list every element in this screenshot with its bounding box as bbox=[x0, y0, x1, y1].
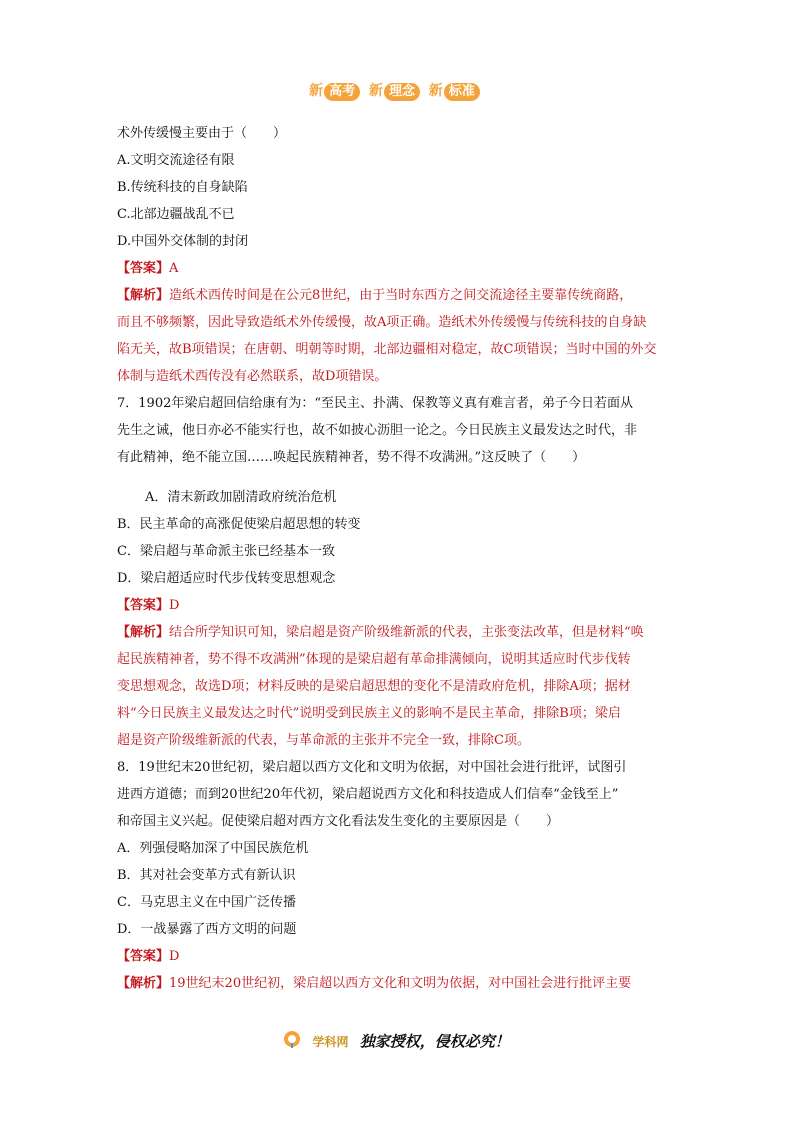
line-text: D bbox=[169, 598, 180, 613]
answer-label: 【答案】 bbox=[117, 261, 170, 276]
line-text: 进西方道德；而到20世纪20年代初，梁启超说西方文化和科技造成人们信奉“金钱至上” bbox=[117, 787, 619, 802]
text-line bbox=[117, 943, 677, 970]
line-text: D．梁启超适应时代步伐转变思想观念 bbox=[117, 571, 336, 586]
footer-slogan: 独家授权，侵权必究！ bbox=[359, 1032, 510, 1051]
line-text: 有此精神，绝不能立国……唤起民族精神者，势不得不攻满洲。”这反映了（ ） bbox=[117, 450, 586, 465]
line-text: A.文明交流途径有限 bbox=[117, 153, 235, 168]
text-line bbox=[117, 390, 677, 417]
header-word-3: 新 bbox=[428, 83, 443, 99]
text-line bbox=[117, 511, 677, 538]
line-text: 起民族精神者，势不得不攻满洲”体现的是梁启超有革命排满倾向，说明其适应时代步伐转 bbox=[117, 652, 631, 667]
line-text: A．列强侵略加深了中国民族危机 bbox=[117, 841, 309, 856]
answer-label: 【解析】 bbox=[117, 976, 170, 991]
header-word-2: 新 bbox=[368, 83, 383, 99]
line-text: 19世纪末20世纪初，梁启超以西方文化和文明为依据，对中国社会进行批评主要 bbox=[169, 976, 632, 991]
answer-label: 【解析】 bbox=[117, 288, 170, 303]
text-line bbox=[117, 255, 677, 282]
line-text: 7．1902年梁启超回信给康有为：“至民主、扑满、保教等义真有难言者，弟子今日若面从 bbox=[117, 396, 634, 411]
text-line bbox=[117, 363, 677, 390]
line-text: 术外传缓慢主要由于（ ） bbox=[117, 126, 287, 141]
line-text: A．清末新政加剧清政府统治危机 bbox=[145, 490, 337, 505]
line-text: 造纸术西传时间是在公元8世纪，由于当时东西方之间交流途径主要靠传统商路， bbox=[169, 288, 633, 303]
text-line bbox=[117, 565, 677, 592]
page-header-banner bbox=[0, 80, 793, 101]
text-line bbox=[117, 282, 677, 309]
text-line bbox=[117, 808, 677, 835]
header-badge-3: 标准 bbox=[444, 83, 480, 101]
text-line bbox=[117, 201, 677, 228]
text-line bbox=[117, 592, 677, 619]
text-line bbox=[117, 700, 677, 727]
line-text: 陷无关，故B项错误；在唐朝、明朝等时期，北部边疆相对稳定，故C项错误；当时中国的外交 bbox=[117, 342, 657, 357]
answer-label: 【解析】 bbox=[117, 625, 170, 640]
text-line bbox=[117, 889, 677, 916]
line-text: D bbox=[169, 949, 180, 964]
line-text: 变思想观念，故选D项；材料反映的是梁启超思想的变化不是清政府危机，排除A项；据材 bbox=[117, 679, 631, 694]
text-line bbox=[117, 484, 677, 511]
answer-label: 【答案】 bbox=[117, 598, 170, 613]
footer-logo-text: 学科网 bbox=[312, 1034, 349, 1049]
text-line bbox=[117, 970, 677, 997]
line-text: B．其对社会变革方式有新认识 bbox=[117, 868, 296, 883]
answer-label: 【答案】 bbox=[117, 949, 170, 964]
line-text: 8．19世纪末20世纪初，梁启超以西方文化和文明为依据，对中国社会进行批评，试图引 bbox=[117, 760, 627, 775]
line-text: 而且不够频繁，因此导致造纸术外传缓慢，故A项正确。造纸术外传缓慢与传统科技的自身缺 bbox=[117, 315, 647, 330]
text-line bbox=[117, 781, 677, 808]
text-line bbox=[117, 444, 677, 471]
text-line bbox=[117, 174, 677, 201]
line-text: 先生之诫，他日亦必不能实行也，故不如披心沥胆一论之。今日民族主义最发达之时代，非 bbox=[117, 423, 638, 438]
line-text: C.北部边疆战乱不已 bbox=[117, 207, 235, 222]
text-line bbox=[117, 916, 677, 943]
header-badge-2: 理念 bbox=[384, 83, 420, 101]
line-text: D.中国外交体制的封闭 bbox=[117, 234, 249, 249]
line-text: 超是资产阶级维新派的代表，与革命派的主张并不完全一致，排除C项。 bbox=[117, 733, 530, 748]
line-text: B.传统科技的自身缺陷 bbox=[117, 180, 248, 195]
page-footer bbox=[0, 1030, 793, 1052]
line-text: 和帝国主义兴起。促使梁启超对西方文化看法发生变化的主要原因是（ ） bbox=[117, 814, 560, 829]
text-line bbox=[117, 835, 677, 862]
text-line bbox=[117, 538, 677, 565]
text-line bbox=[117, 309, 677, 336]
text-line bbox=[117, 147, 677, 174]
text-line bbox=[117, 754, 677, 781]
document-body bbox=[117, 120, 677, 997]
line-text: 体制与造纸术西传没有必然联系，故D项错误。 bbox=[117, 369, 388, 384]
header-word-1: 新 bbox=[309, 83, 324, 99]
text-line bbox=[117, 646, 677, 673]
line-text: A bbox=[169, 261, 179, 276]
line-text: B．民主革命的高涨促使梁启超思想的转变 bbox=[117, 517, 361, 532]
header-badge-1: 高考 bbox=[324, 83, 360, 101]
text-line bbox=[117, 120, 677, 147]
text-line bbox=[117, 228, 677, 255]
xuekewang-logo-icon bbox=[283, 1030, 301, 1052]
text-line bbox=[117, 336, 677, 363]
line-text: 料“今日民族主义最发达之时代”说明受到民族主义的影响不是民主革命，排除B项；梁启 bbox=[117, 706, 621, 721]
text-line bbox=[117, 862, 677, 889]
line-text: C．梁启超与革命派主张已经基本一致 bbox=[117, 544, 335, 559]
text-line bbox=[117, 673, 677, 700]
text-line bbox=[117, 727, 677, 754]
text-line bbox=[117, 417, 677, 444]
paragraph-gap bbox=[117, 471, 677, 484]
line-text: 结合所学知识可知，梁启超是资产阶级维新派的代表，主张变法改革，但是材料“唤 bbox=[169, 625, 644, 640]
line-text: C．马克思主义在中国广泛传播 bbox=[117, 895, 296, 910]
text-line bbox=[117, 619, 677, 646]
line-text: D．一战暴露了西方文明的问题 bbox=[117, 922, 297, 937]
